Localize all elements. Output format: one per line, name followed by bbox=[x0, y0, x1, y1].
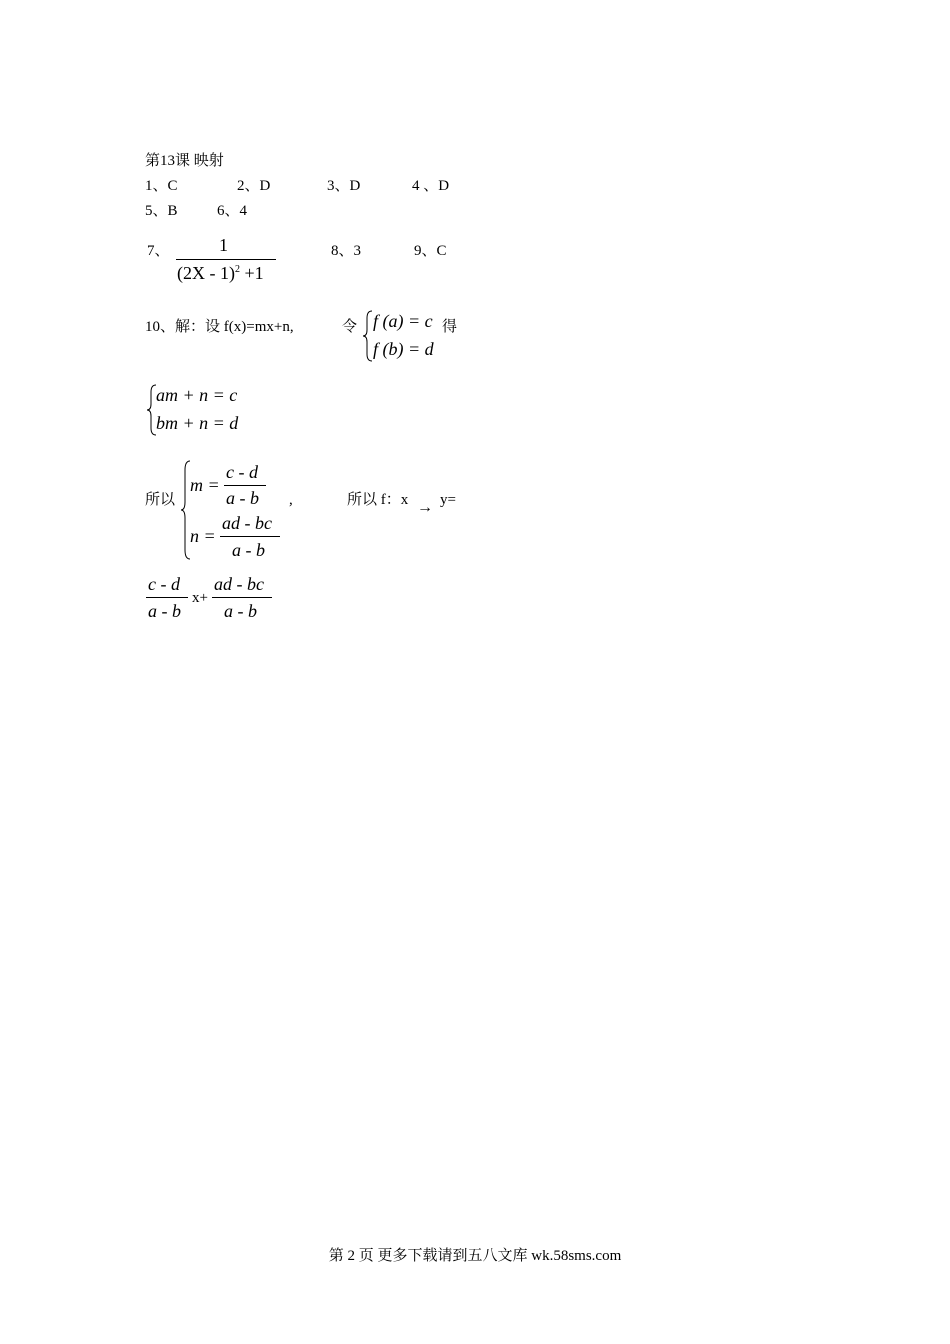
answer-8: 8、3 bbox=[331, 243, 362, 259]
answer-4: 4 、D bbox=[412, 178, 450, 194]
final-frac2-numerator: ad - bc bbox=[214, 574, 264, 594]
q10-de: 得 bbox=[442, 319, 458, 335]
system1-line2: f (b) = d bbox=[373, 339, 434, 359]
system2-line1: am + n = c bbox=[156, 385, 238, 405]
q7-fraction-bar bbox=[176, 259, 276, 260]
q7-denominator-base: (2X - 1) bbox=[177, 263, 235, 283]
q10-intro: 10、解：设 f(x)=mx+n, bbox=[145, 319, 294, 335]
m-lhs: m = bbox=[190, 475, 220, 495]
answer-6: 6、4 bbox=[217, 203, 248, 219]
answer-3: 3、D bbox=[327, 178, 361, 194]
n-denominator: a - b bbox=[232, 540, 265, 560]
suoyi-label-2: 所以 f：x bbox=[347, 492, 409, 508]
q7-exponent: 2 bbox=[234, 264, 240, 275]
q7-label: 7、 bbox=[147, 243, 170, 259]
n-fraction-bar bbox=[220, 536, 280, 537]
q7-numerator: 1 bbox=[219, 235, 228, 255]
final-frac1-denominator: a - b bbox=[148, 601, 181, 621]
system2-line2: bm + n = d bbox=[156, 413, 239, 433]
suoyi-label-1: 所以 bbox=[145, 492, 176, 508]
m-numerator: c - d bbox=[226, 462, 258, 482]
answer-2: 2、D bbox=[237, 178, 271, 194]
lesson-title: 第13课 映射 bbox=[145, 153, 224, 169]
n-numerator: ad - bc bbox=[222, 513, 272, 533]
n-lhs: n = bbox=[190, 526, 216, 546]
final-frac1-bar bbox=[146, 597, 188, 598]
comma: , bbox=[289, 492, 293, 508]
final-frac2-denominator: a - b bbox=[224, 601, 257, 621]
answer-9: 9、C bbox=[414, 243, 447, 259]
q7-plus-one: +1 bbox=[244, 263, 264, 283]
answer-5: 5、B bbox=[145, 203, 178, 219]
m-fraction-bar bbox=[224, 485, 266, 486]
final-mid: x+ bbox=[192, 590, 208, 606]
final-frac2-bar bbox=[212, 597, 272, 598]
q10-ling: 令 bbox=[342, 319, 358, 335]
q7-denominator bbox=[177, 263, 264, 284]
arrow-icon: → bbox=[417, 499, 433, 516]
y-equals: y= bbox=[440, 492, 456, 508]
page-footer: 第 2 页 更多下载请到五八文库 wk.58sms.com bbox=[328, 1248, 622, 1264]
system1-line1: f (a) = c bbox=[373, 311, 433, 331]
m-denominator: a - b bbox=[226, 488, 259, 508]
final-frac1-numerator: c - d bbox=[148, 574, 180, 594]
answer-1: 1、C bbox=[145, 178, 178, 194]
